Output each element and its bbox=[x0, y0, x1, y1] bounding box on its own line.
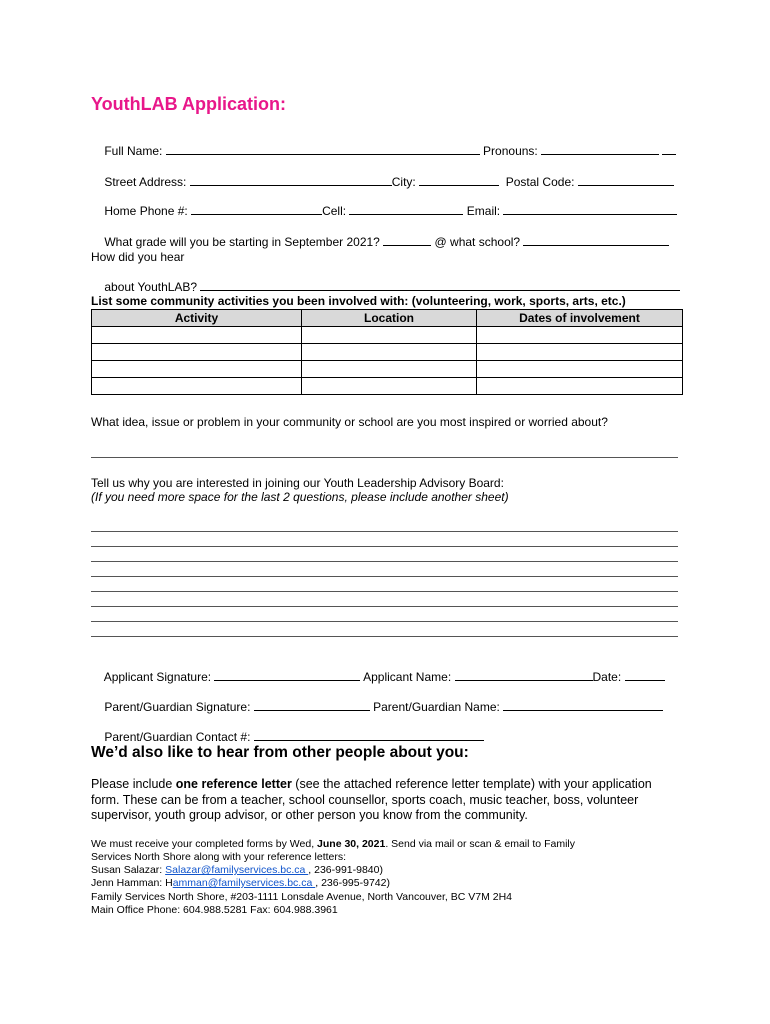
why-note: (If you need more space for the last 2 questions, please include another sheet) bbox=[91, 490, 509, 504]
cell-field[interactable] bbox=[349, 203, 463, 215]
why-answer-line[interactable] bbox=[91, 546, 678, 547]
activity-cell[interactable] bbox=[92, 361, 302, 378]
why-question: Tell us why you are interested in joining our Youth Leadership Advisory Board: bbox=[91, 476, 504, 490]
guardian-name-field[interactable] bbox=[503, 699, 663, 711]
grade-question: What grade will you be starting in September 2021? bbox=[104, 235, 380, 249]
column-header-location: Location bbox=[302, 310, 477, 327]
activities-table bbox=[91, 309, 683, 395]
pronouns-field[interactable] bbox=[541, 143, 659, 155]
grade-field[interactable] bbox=[383, 234, 431, 246]
column-header-dates: Dates of involvement bbox=[477, 310, 683, 327]
main-office-phone: Main Office Phone: 604.988.5281 Fax: 604.988.3961 bbox=[91, 904, 338, 916]
full-name-label: Full Name: bbox=[104, 144, 163, 158]
why-answer-line[interactable] bbox=[91, 576, 678, 577]
why-answer-line[interactable] bbox=[91, 561, 678, 562]
applicant-signature-label: Applicant Signature: bbox=[103, 670, 212, 684]
postal-code-label: Postal Code: bbox=[505, 175, 575, 189]
city-label: City: bbox=[391, 175, 416, 189]
why-answer-line[interactable] bbox=[91, 606, 678, 607]
guardian-signature-field[interactable] bbox=[254, 699, 370, 711]
dates-cell[interactable] bbox=[477, 361, 683, 378]
dates-cell[interactable] bbox=[477, 327, 683, 344]
pronouns-field-extra[interactable] bbox=[662, 143, 676, 155]
dates-cell[interactable] bbox=[477, 378, 683, 395]
idea-question: What idea, issue or problem in your community or school are you most inspired or worried about? bbox=[91, 415, 608, 429]
table-row bbox=[92, 344, 683, 361]
form-title: YouthLAB Application: bbox=[91, 94, 286, 114]
hear-question-line1: How did you hear bbox=[91, 250, 185, 264]
email-field[interactable] bbox=[503, 203, 677, 215]
street-address-field[interactable] bbox=[190, 174, 392, 186]
applicant-name-label: Applicant Name: bbox=[363, 670, 452, 684]
column-header-activity: Activity bbox=[92, 310, 302, 327]
susan-contact: Susan Salazar: Salazar@familyservices.bc.ca , 236-991-9840) bbox=[91, 864, 383, 876]
location-cell[interactable] bbox=[302, 361, 477, 378]
jenn-email-link[interactable]: amman@familyservices.bc.ca bbox=[172, 877, 316, 889]
office-address: Family Services North Shore, #203-1111 Lonsdale Avenue, North Vancouver, BC V7M 2H4 bbox=[91, 891, 513, 903]
home-phone-label: Home Phone #: bbox=[104, 204, 188, 218]
table-row bbox=[92, 378, 683, 395]
school-field[interactable] bbox=[523, 234, 669, 246]
dates-cell[interactable] bbox=[477, 344, 683, 361]
guardian-contact-label: Parent/Guardian Contact #: bbox=[104, 730, 251, 744]
susan-email-link[interactable]: Salazar@familyservices.bc.ca bbox=[165, 864, 309, 876]
city-field[interactable] bbox=[419, 174, 499, 186]
date-field[interactable] bbox=[625, 669, 665, 681]
why-answer-line[interactable] bbox=[91, 636, 678, 637]
deadline-line: We must receive your completed forms by Wed, June 30, 2021. Send via mail or scan & email to Family bbox=[91, 838, 575, 850]
activity-cell[interactable] bbox=[92, 327, 302, 344]
applicant-name-field[interactable] bbox=[455, 669, 593, 681]
location-cell[interactable] bbox=[302, 378, 477, 395]
references-heading: We’d also like to hear from other people about you: bbox=[91, 744, 469, 761]
jenn-contact: Jenn Hamman: Hamman@familyservices.bc.ca , 236-995-9742) bbox=[91, 877, 390, 889]
location-cell[interactable] bbox=[302, 344, 477, 361]
home-phone-field[interactable] bbox=[191, 203, 322, 215]
table-row bbox=[92, 327, 683, 344]
activities-prompt: List some community activities you been involved with: (volunteering, work, sports, arts, etc.) bbox=[91, 294, 626, 308]
date-label: Date: bbox=[592, 670, 622, 684]
guardian-contact-field[interactable] bbox=[254, 729, 484, 741]
hear-field[interactable] bbox=[200, 279, 680, 291]
location-cell[interactable] bbox=[302, 327, 477, 344]
idea-answer-line[interactable] bbox=[91, 457, 678, 458]
street-address-label: Street Address: bbox=[104, 175, 187, 189]
school-question: @ what school? bbox=[434, 235, 521, 249]
cell-label: Cell: bbox=[322, 204, 347, 218]
table-row bbox=[92, 361, 683, 378]
why-answer-line[interactable] bbox=[91, 621, 678, 622]
activity-cell[interactable] bbox=[92, 344, 302, 361]
pronouns-label: Pronouns: bbox=[483, 144, 538, 158]
why-answer-line[interactable] bbox=[91, 531, 678, 532]
applicant-signature-field[interactable] bbox=[214, 669, 360, 681]
guardian-signature-label: Parent/Guardian Signature: bbox=[104, 700, 251, 714]
email-label: Email: bbox=[466, 204, 501, 218]
why-answer-line[interactable] bbox=[91, 591, 678, 592]
full-name-field[interactable] bbox=[166, 143, 480, 155]
postal-code-field[interactable] bbox=[578, 174, 674, 186]
deadline-line-2: Services North Shore along with your reference letters: bbox=[91, 851, 347, 863]
guardian-name-label: Parent/Guardian Name: bbox=[373, 700, 500, 714]
references-paragraph: Please include one reference letter (see the attached reference letter template) with your application form. These can be from a teacher, school counsellor, sports coach, music teacher, boss, volunteer supervisor, youth group advisor, or other person you know from the community. bbox=[91, 777, 652, 822]
activity-cell[interactable] bbox=[92, 378, 302, 395]
hear-question-line2: about YouthLAB? bbox=[104, 280, 198, 294]
